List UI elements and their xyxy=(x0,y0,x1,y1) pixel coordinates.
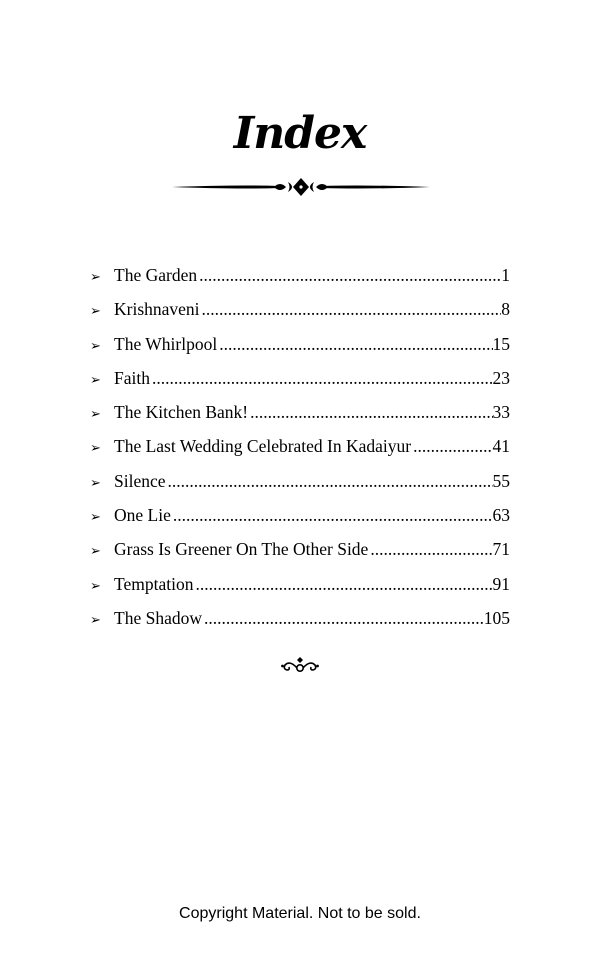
dot-leader xyxy=(248,395,492,429)
toc-entry-title: The Whirlpool xyxy=(114,333,218,354)
arrow-bullet-icon: ➢ xyxy=(90,407,101,423)
dot-leader xyxy=(166,464,493,498)
dot-leader xyxy=(171,498,493,532)
table-of-contents xyxy=(90,258,510,635)
dot-leader xyxy=(197,258,501,292)
toc-entry[interactable] xyxy=(90,464,510,498)
arrow-bullet-icon: ➢ xyxy=(90,304,101,320)
flourish-divider-icon xyxy=(170,176,432,198)
flourish-end-icon xyxy=(280,654,320,676)
dot-leader xyxy=(411,429,492,463)
toc-entry[interactable] xyxy=(90,532,510,566)
dot-leader xyxy=(202,601,484,635)
toc-entry-title: Temptation xyxy=(114,573,194,594)
toc-entry-page: 1 xyxy=(501,265,510,285)
arrow-bullet-icon: ➢ xyxy=(90,270,101,285)
toc-entry[interactable] xyxy=(90,327,510,361)
arrow-bullet-icon: ➢ xyxy=(90,544,101,560)
toc-entry[interactable] xyxy=(90,498,510,532)
toc-entry-title: One Lie xyxy=(114,505,171,526)
toc-entry-page: 91 xyxy=(492,573,510,594)
toc-entry-page: 8 xyxy=(501,299,510,320)
toc-entry-title: Silence xyxy=(114,470,166,491)
toc-entry-page: 23 xyxy=(492,367,510,388)
arrow-bullet-icon: ➢ xyxy=(90,338,101,354)
dot-leader xyxy=(193,567,492,601)
toc-entry-page: 15 xyxy=(492,333,510,354)
arrow-bullet-icon: ➢ xyxy=(90,475,101,491)
copyright-notice: Copyright Material. Not to be sold. xyxy=(179,905,421,922)
arrow-bullet-icon: ➢ xyxy=(90,612,101,628)
toc-entry-page: 33 xyxy=(492,402,510,423)
dot-leader xyxy=(150,361,493,395)
toc-entry-title: Grass Is Greener On The Other Side xyxy=(114,539,369,560)
toc-entry[interactable] xyxy=(90,395,510,429)
arrow-bullet-icon: ➢ xyxy=(90,441,101,457)
toc-entry-title: The Shadow xyxy=(114,607,202,628)
toc-entry-title: The Garden xyxy=(114,265,198,285)
toc-entry[interactable] xyxy=(90,601,510,635)
toc-entry[interactable] xyxy=(90,429,510,463)
toc-entry-page: 55 xyxy=(492,470,510,491)
toc-entry-title: The Kitchen Bank! xyxy=(114,402,249,423)
toc-entry-title: Krishnaveni xyxy=(114,299,200,320)
dot-leader xyxy=(217,327,492,361)
dot-leader xyxy=(368,532,492,566)
arrow-bullet-icon: ➢ xyxy=(90,372,101,388)
toc-entry-page: 41 xyxy=(492,436,510,457)
toc-entry[interactable] xyxy=(90,361,510,395)
toc-entry-page: 105 xyxy=(483,607,510,628)
toc-entry[interactable] xyxy=(90,258,510,292)
toc-entry-page: 71 xyxy=(492,539,510,560)
page-title: Index xyxy=(233,108,367,159)
toc-entry-title: Faith xyxy=(114,367,150,388)
dot-leader xyxy=(200,292,502,326)
arrow-bullet-icon: ➢ xyxy=(90,578,101,594)
arrow-bullet-icon: ➢ xyxy=(90,510,101,526)
toc-entry[interactable] xyxy=(90,567,510,601)
toc-entry-title: The Last Wedding Celebrated In Kadaiyur xyxy=(114,436,412,457)
toc-entry-page: 63 xyxy=(492,505,510,526)
toc-entry[interactable] xyxy=(90,292,510,326)
